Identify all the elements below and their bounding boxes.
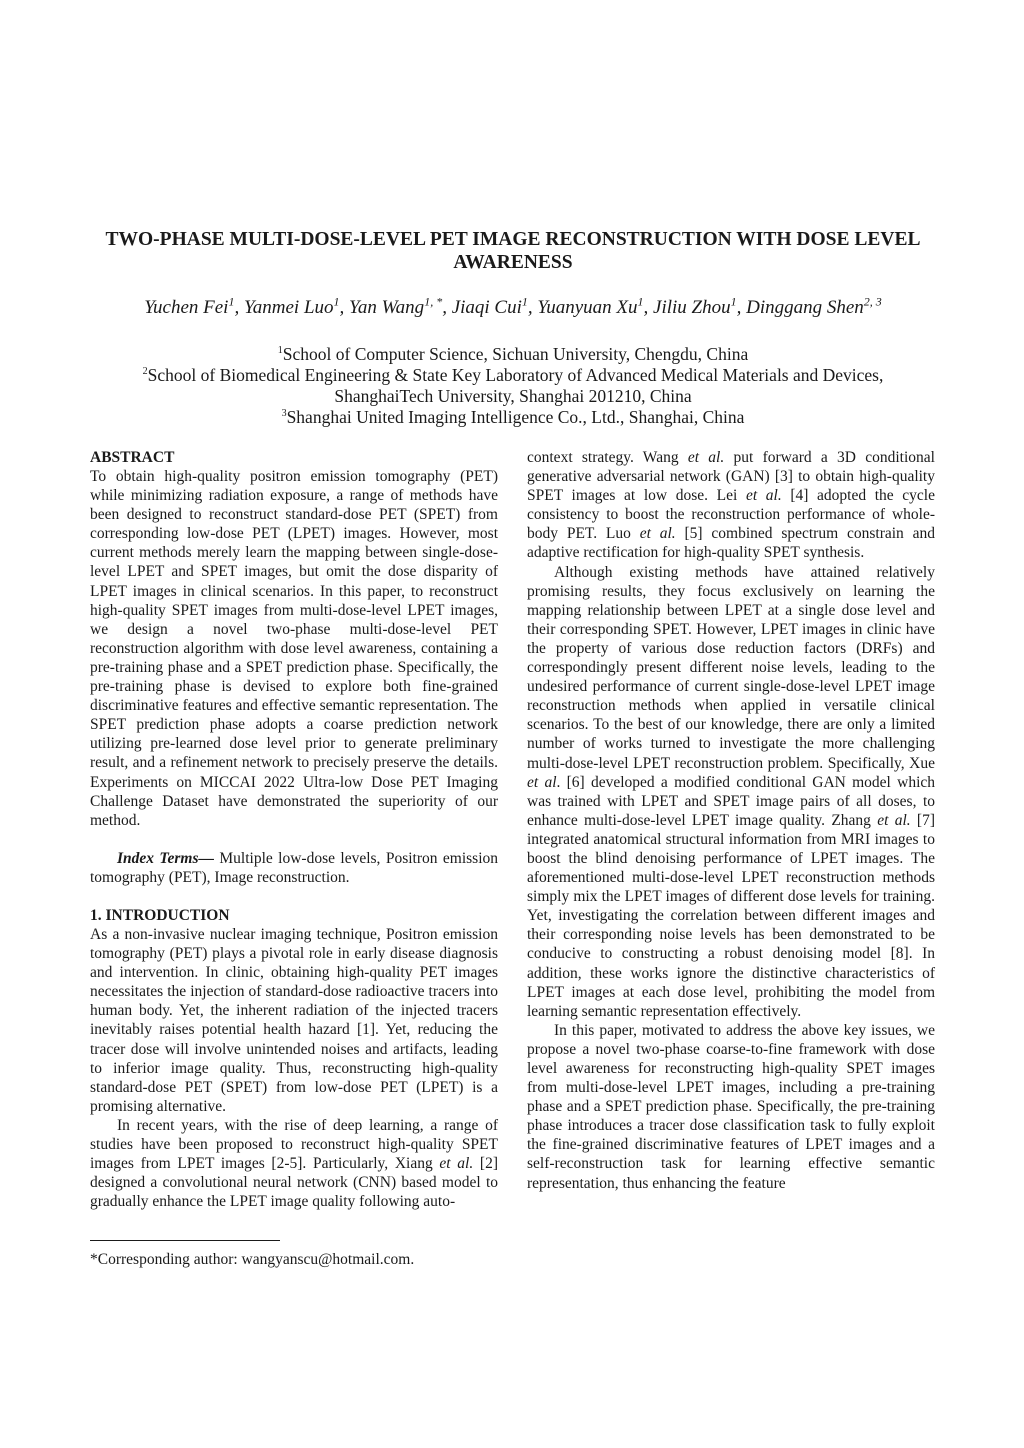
abstract-text: To obtain high-quality positron emission tomography (PET) while minimizing radiation exposure, a range of methods have been designed to reconstruct standard-dose PET (SPET) from corresponding low-dose PET (LPET) images. However, most current methods merely learn the mapping between single-dose-level LPET and SPET images, but omit the dose disparity of LPET images in clinical scenarios. In this paper, to reconstruct high-quality SPET images from multi-dose-level LPET images, we design a novel two-phase multi-dose-level PET reconstruction algorithm with dose level awareness, containing a pre-training phase and a SPET prediction phase. Specifically, the pre-training phase is devised to explore both fine-grained discriminative features and effective semantic representation. The SPET prediction phase adopts a coarse prediction network utilizing pre-learned dose level prior to generate preliminary result, and a refinement network to precisely preserve the details. Experiments on MICCAI 2022 Ultra-low Dose PET Imaging Challenge Dataset have demonstrated the superiority of our method. [90, 468, 498, 829]
author-name: Yanmei Luo [243, 297, 334, 318]
author-name: Jiaqi Cui [451, 297, 522, 318]
intro-paragraph-1: As a non-invasive nuclear imaging technique, Positron emission tomography (PET) plays a pivotal role in early disease diagnosis and intervention. In clinic, obtaining high-quality PET images necessitates the injection of standard-dose radioactive tracers into human body. Yet, the inherent radiation of the injected tracers inevitably raises potential health hazard [1]. Yet, reducing the tracer dose will involve unintended noises and artifacts, leading to inferior image quality. Thus, reconstructing high-quality standard-dose PET (SPET) from low-dose PET (LPET) is a promising alternative. [90, 925, 498, 1115]
author-affiliation-mark: 1 [333, 294, 340, 309]
left-column [90, 448, 498, 1211]
corresponding-author-footnote: *Corresponding author: wangyanscu@hotmail.com. [90, 1251, 415, 1268]
affiliations [60, 344, 966, 428]
author-affiliation-mark: 1, * [424, 294, 443, 309]
affiliation-1: $^1$School of Computer Science, Sichuan University, Chengdu, China [277, 344, 749, 364]
right-column [527, 448, 935, 1193]
footnote-divider [90, 1240, 280, 1241]
introduction-heading: 1. INTRODUCTION [90, 906, 230, 924]
author-affiliation-mark: 2, 3 [863, 294, 882, 309]
author-affiliation-mark: 1 [521, 294, 528, 309]
abstract-heading: ABSTRACT [90, 449, 175, 466]
intro-paragraph-2: In recent years, with the rise of deep learning, a range of studies have been proposed to reconstruct high-quality SPET images from LPET images [2-5]. Particularly, Xiang et al. [2] designed a convolutional neural network (CNN) based model to gradually enhance the LPET image quality following auto- [90, 1116, 498, 1211]
title-line-1: TWO-PHASE MULTI-DOSE-LEVEL PET IMAGE RECONSTRUCTION WITH DOSE LEVEL [105, 229, 921, 250]
intro-paragraph-3: Although existing methods have attained relatively promising results, they focus exclusively on learning the mapping relationship between LPET at a single dose level and their corresponding SPET. However, LPET images in clinic have the property of various dose reduction factors (DRFs) and correspondingly present different noise levels, leading to the undesired performance of current single-dose-level LPET image reconstruction methods when applied in versatile clinical scenarios. To the best of our knowledge, there are only a limited number of works turned to investigate the more challenging multi-dose-level LPET reconstruction problem. Specifically, Xue et al. [6] developed a modified conditional GAN model which was trained with LPET and SPET image pairs of all doses, to enhance multi-dose-level LPET image quality. Zhang et al. [7] integrated anatomical structural information from MRI images to boost the blind denoising performance of LPET images. The aforementioned multi-dose-level LPET reconstruction methods simply mix the LPET images of different dose levels for training. Yet, investigating the correlation between different images and their corresponding noise levels has been demonstrated to be conducive to constructing a robust denoising model [8]. In addition, these works ignore the distinctive characteristics of LPET images at each dose level, prohibiting the model from learning semantic representation effectively. [527, 563, 936, 1020]
author-affiliation-mark: 1 [730, 294, 737, 309]
index-terms: Index Terms— Multiple low-dose levels, Positron emission tomography (PET), Image reconstruction. [90, 849, 499, 886]
affiliation-3: $^3$Shanghai United Imaging Intelligence Co., Ltd., Shanghai, China [281, 407, 745, 427]
affiliation-2: $^2$School of Biomedical Engineering & State Key Laboratory of Advanced Medical Materials and Devices, [142, 365, 884, 385]
intro-paragraph-2-continued: context strategy. Wang et al. put forward a 3D conditional generative adversarial network (GAN) [3] to obtain high-quality SPET images at low dose. Lei et al. [4] adopted the cycle consistency to boost the reconstruction performance of whole-body PET. Luo et al. [5] combined spectrum constrain and adaptive rectification for high-quality SPET synthesis. [527, 449, 935, 562]
author-name: Yuanyuan Xu [537, 297, 638, 318]
author-affiliation-mark: 1 [228, 294, 235, 309]
intro-paragraph-4: In this paper, motivated to address the above key issues, we propose a novel two-phase coarse-to-fine framework with dose level awareness for reconstructing high-quality SPET images from multi-dose-level LPET images, including a pre-training phase and a SPET prediction phase. Specifically, the pre-training phase introduces a tracer dose classification task to fully exploit the fine-grained discriminative features of LPET images and a self-reconstruction task for learning effective semantic representation, thus enhancing the feature [527, 1021, 935, 1192]
paper-title [90, 228, 936, 274]
affiliation-2-continued: ShanghaiTech University, Shanghai 201210, China [334, 386, 692, 406]
title-line-2: AWARENESS [453, 252, 573, 273]
author-name: Yuchen Fei [144, 297, 229, 318]
author-affiliation-mark: 1 [637, 294, 644, 309]
author-name: Jiliu Zhou [653, 297, 731, 318]
author-list: Yuchen Fei$^1$, Yanmei Luo$^1$, Yan Wang$^{1, *}$, Jiaqi Cui$^1$, Yuanyuan Xu$^1$, Jiliu Zhou$^1$, Dinggang Shen$^{2, 3}$ [144, 294, 882, 318]
author-name: Dinggang Shen [746, 297, 864, 318]
author-name: Yan Wang [349, 297, 425, 318]
